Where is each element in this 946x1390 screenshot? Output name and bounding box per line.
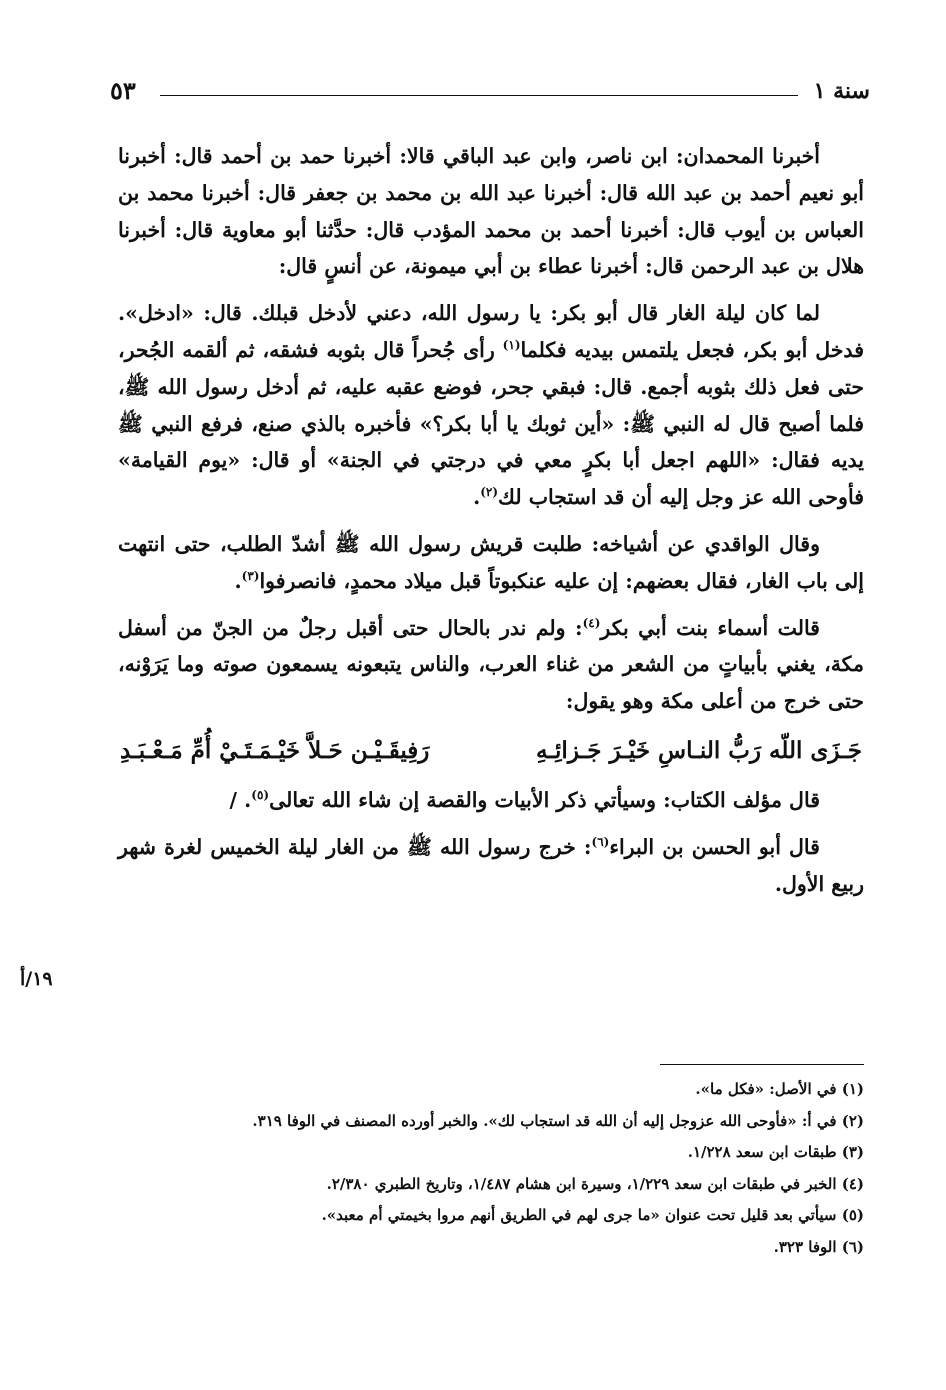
- manuscript-folio-mark: ١٩/أ: [20, 968, 53, 990]
- paragraph-isnad: أخبرنا المحمدان: ابن ناصر، وابن عبد الباقي قالا: أخبرنا حمد بن أحمد قال: أخبرنا أبو نعيم أحمد بن عبد الله قال: أخبرنا عبد الله بن محمد بن جعفر قال: أخبرنا محمد بن العباس بن أيوب قال: أخبرنا أحمد بن محمد المؤدب قال: حدَّثنا أبو معاوية قال: أخبرنا هلال بن عبد الرحمن قال: أخبرنا عطاء بن أبي ميمونة، عن أنسٍ قال:: [118, 144, 864, 279]
- footnote-ref-4: (٤): [582, 615, 601, 630]
- footnote-3: (٣) طبقات ابن سعد ١/٢٢٨.: [687, 1143, 864, 1161]
- verse-first-hemistich: جَـزَى اللّه رَبُّ النـاسِ خَيْـرَ جَـزائِـهِ: [535, 736, 862, 764]
- paragraph-author-note: قال مؤلف الكتاب: وسيأتي ذكر الأبيات والقصة إن شاء الله تعالى$^{(٥)}$. /: [229, 787, 820, 812]
- verse-second-hemistich: رَفِيقَـيْـن حَـلاَّ خَيْـمَـتَـيْ أُمِّ مَـعْـبَـدِ: [120, 736, 430, 764]
- footnote-4: (٤) الخبر في طبقات ابن سعد ١/٢٢٩، وسيرة ابن هشام ١/٤٨٧، وتاريخ الطبري ٢/٣٨٠.: [326, 1174, 864, 1193]
- paragraph-cave-night: لما كان ليلة الغار قال أبو بكر: يا رسول الله، دعني لأدخل قبلك. قال: «ادخل». فدخل أبو بكر، فجعل يلتمس بيديه فكلما$^{(١)}$ رأى جُحراً قال بثوبه فشقه، ثم ألقمه الجُحر، حتى فعل ذلك بثوبه أجمع. قال: فبقي جحر، فوضع عقبه عليه، ثم أدخل رسول الله ﷺ، فلما أصبح قال له النبي ﷺ: «أين ثوبك يا أبا بكر؟» فأخبره بالذي صنع، فرفع النبي ﷺ يديه فقال: «اللهم اجعل أبا بكرٍ معي في درجتي في الجنة» أو قال: «يوم القيامة» فأوحى الله عز وجل إليه أن قد استجاب لك$^{(٢)}$.: [118, 301, 864, 510]
- footnotes: [118, 1074, 864, 1263]
- footnote-1: (١) في الأصل: «فكل ما».: [695, 1080, 864, 1098]
- footnote-ref-5: (٥): [251, 788, 270, 803]
- footnote-5: (٥) سيأتي بعد قليل تحت عنوان «ما جرى لهم في الطريق أنهم مروا بخيمتي أم معبد».: [321, 1206, 864, 1224]
- running-title: سنة ١: [813, 78, 870, 104]
- footnote-2: (٢) في أ: «فأوحى الله عزوجل إليه أن الله قد استجاب لك». والخبر أورده المصنف في الوفا ٣١٩.: [252, 1111, 864, 1130]
- poem-verse: [118, 730, 864, 772]
- footnote-ref-2: (٢): [480, 485, 499, 500]
- header-rule: [160, 95, 798, 96]
- footnote-ref-6: (٦): [591, 834, 610, 849]
- footnote-6: (٦) الوفا ٣٢٣.: [773, 1237, 864, 1256]
- page-number: ٥٣: [110, 76, 136, 105]
- footnote-ref-1: (١): [502, 338, 521, 353]
- paragraph-asma: قالت أسماء بنت أبي بكر$^{(٤)}$: ولم ندر بالحال حتى أقبل رجلٌ من الجنّ من أسفل مكة، يغني بأبياتٍ من الشعر من غناء العرب، والناس يتبعونه يسمعون صوته وما يَرَوْنه، حتى خرج من أعلى مكة وهو يقول:: [118, 615, 864, 714]
- paragraph-waqidi: وقال الواقدي عن أشياخه: طلبت قريش رسول الله ﷺ أشدّ الطلب، حتى انتهت إلى باب الغار، فقال بعضهم: إن عليه عنكبوتاً قبل ميلاد محمدٍ، فانصرفوا$^{(٣)}$.: [118, 531, 864, 593]
- page-header: [110, 72, 870, 112]
- footnote-ref-3: (٣): [241, 568, 260, 583]
- main-text: [118, 138, 864, 912]
- paragraph-bara: قال أبو الحسن بن البراء$^{(٦)}$: خرج رسول الله ﷺ من الغار ليلة الخميس لغرة شهر ربيع الأول.: [118, 834, 864, 896]
- footnote-separator: [660, 1064, 864, 1065]
